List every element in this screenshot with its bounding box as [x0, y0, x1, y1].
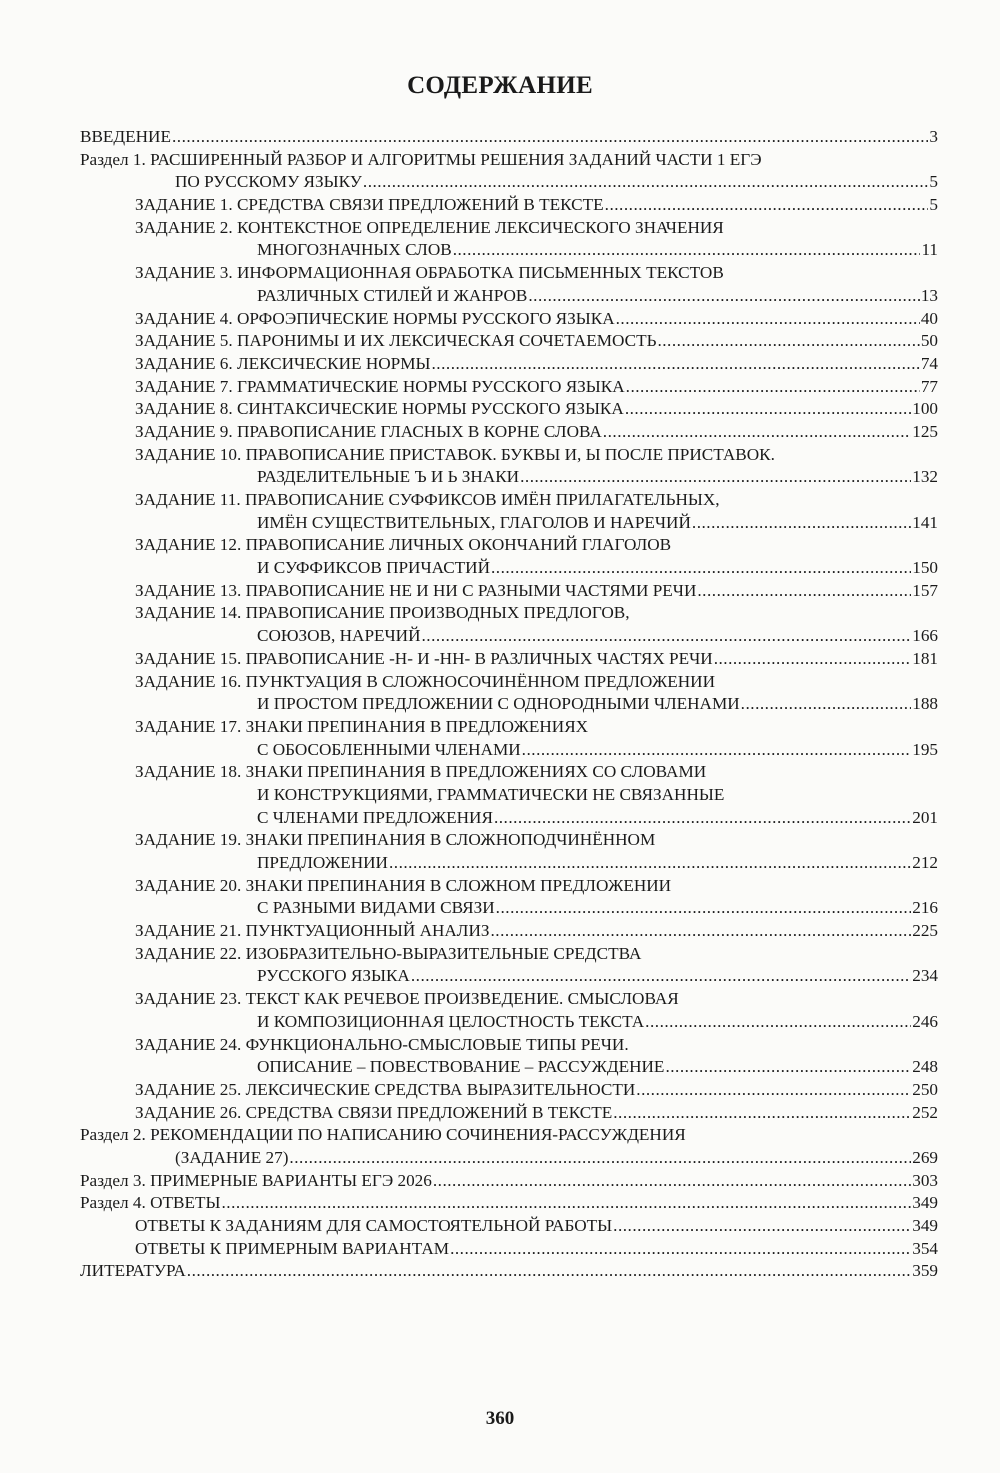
toc-entry-title	[135, 761, 707, 784]
toc-entry-page: 234	[912, 966, 938, 986]
toc-entry-text: ПУНКТУАЦИЯ В СЛОЖНОСОЧИНЁННОМ ПРЕДЛОЖЕНИИ	[245, 671, 716, 691]
toc-entry-text: МНОГОЗНАЧНЫХ СЛОВ	[257, 240, 452, 260]
toc-entry-page: 252	[912, 1102, 938, 1122]
toc-entry	[80, 171, 938, 194]
toc-entry-text: С ЧЛЕНАМИ ПРЕДЛОЖЕНИЯ	[257, 807, 493, 827]
toc-entry	[80, 1124, 938, 1147]
toc-entry	[80, 1079, 938, 1102]
dot-leader	[522, 739, 912, 762]
dot-leader	[491, 557, 911, 580]
toc-entry-page: 157	[912, 580, 938, 600]
toc-entry	[80, 1238, 938, 1261]
toc-entry-text: СРЕДСТВА СВЯЗИ ПРЕДЛОЖЕНИЙ В ТЕКСТЕ	[236, 195, 604, 215]
toc-entry	[80, 1215, 938, 1238]
toc-entry-page: 248	[912, 1057, 938, 1077]
dot-leader	[714, 648, 912, 671]
dot-leader	[636, 1079, 911, 1102]
toc-entry-title	[135, 308, 616, 331]
dot-leader	[422, 625, 912, 648]
page-title: СОДЕРЖАНИЕ	[407, 72, 593, 99]
toc-entry-page: 269	[912, 1147, 938, 1167]
toc-entry-text: И КОНСТРУКЦИЯМИ, ГРАММАТИЧЕСКИ НЕ СВЯЗАННЫЕ	[257, 784, 725, 804]
toc-entry-title	[80, 1192, 221, 1215]
toc-entry-text: ОПИСАНИЕ – ПОВЕСТВОВАНИЕ – РАССУЖДЕНИЕ	[257, 1057, 665, 1077]
toc-entry-page: 188	[912, 694, 938, 714]
toc-entry-text: ЛЕКСИЧЕСКИЕ НОРМЫ	[236, 353, 431, 373]
toc-entry	[80, 398, 938, 421]
toc-entry-title	[257, 1011, 645, 1034]
toc-entry	[80, 943, 938, 966]
toc-entry-title	[135, 580, 697, 603]
toc-entry-text: РАЗЛИЧНЫХ СТИЛЕЙ И ЖАНРОВ	[257, 285, 528, 305]
toc-entry-text: ИЗОБРАЗИТЕЛЬНО-ВЫРАЗИТЕЛЬНЫЕ СРЕДСТВА	[245, 943, 642, 963]
toc-entry-title	[135, 217, 725, 240]
dot-leader	[528, 285, 919, 308]
toc-entry-title	[257, 512, 692, 535]
toc-entry	[80, 1170, 938, 1193]
toc-entry	[80, 557, 938, 580]
toc-entry-page: 166	[912, 626, 938, 646]
toc-entry	[80, 262, 938, 285]
toc-entry-prefix: Раздел 1.	[80, 149, 151, 169]
toc-entry-prefix: ЗАДАНИЕ 5.	[135, 331, 237, 351]
toc-entry-page: 74	[920, 353, 938, 373]
toc-entry-title	[135, 602, 631, 625]
toc-entry-prefix: ЗАДАНИЕ 2.	[135, 217, 237, 237]
toc-entry-text: ЛЕКСИЧЕСКИЕ СРЕДСТВА ВЫРАЗИТЕЛЬНОСТИ	[245, 1079, 636, 1099]
toc-entry-title	[257, 693, 741, 716]
toc-entry	[80, 353, 938, 376]
toc-entry-text: С РАЗНЫМИ ВИДАМИ СВЯЗИ	[257, 898, 495, 918]
toc-entry-text: СРЕДСТВА СВЯЗИ ПРЕДЛОЖЕНИЙ В ТЕКСТЕ	[245, 1102, 613, 1122]
toc-entry-prefix: ЗАДАНИЕ 24.	[135, 1034, 246, 1054]
toc-entry-text: ПАРОНИМЫ И ИХ ЛЕКСИЧЕСКАЯ СОЧЕТАЕМОСТЬ	[236, 331, 657, 351]
toc-entry-text: ОТВЕТЫ К ЗАДАНИЯМ ДЛЯ САМОСТОЯТЕЛЬНОЙ РАБОТЫ	[135, 1216, 613, 1235]
dot-leader	[187, 1260, 911, 1283]
dot-leader	[625, 398, 911, 421]
toc-entry	[80, 421, 938, 444]
dot-leader	[494, 807, 911, 830]
dot-leader	[520, 466, 911, 489]
toc-entry-page: 216	[912, 898, 938, 918]
toc-entry-title	[135, 1215, 613, 1238]
dot-leader	[433, 1170, 911, 1193]
dot-leader	[613, 1215, 911, 1238]
toc-entry	[80, 739, 938, 762]
toc-entry	[80, 580, 938, 603]
toc-entry	[80, 534, 938, 557]
dot-leader	[491, 920, 912, 943]
toc-entry-text: С ОБОСОБЛЕННЫМИ ЧЛЕНАМИ	[257, 739, 521, 759]
dot-leader	[626, 376, 920, 399]
dot-leader	[411, 965, 911, 988]
toc-entry	[80, 466, 938, 489]
dot-leader	[692, 512, 911, 535]
toc-entry-text: ВВЕДЕНИЕ	[80, 127, 171, 146]
toc-entry-title	[135, 262, 725, 285]
toc-entry-prefix: ЗАДАНИЕ 11.	[135, 490, 245, 509]
toc-entry-title	[135, 875, 672, 898]
toc-entry-text: ГРАММАТИЧЕСКИЕ НОРМЫ РУССКОГО ЯЗЫКА	[236, 376, 625, 396]
toc-entry-text: ПРАВОПИСАНИЕ ПРИСТАВОК. БУКВЫ И, Ы ПОСЛЕ ПРИСТАВОК.	[245, 444, 775, 464]
dot-leader	[363, 171, 929, 194]
toc-entry	[80, 444, 938, 467]
toc-entry-title	[135, 1034, 630, 1057]
toc-entry-title	[135, 1238, 450, 1261]
dot-leader	[603, 421, 911, 444]
toc-entry-text: ПРАВОПИСАНИЕ СУФФИКСОВ ИМЁН ПРИЛАГАТЕЛЬНЫХ,	[244, 490, 720, 509]
toc-entry-prefix: ЗАДАНИЕ 23.	[135, 989, 246, 1009]
toc-entry-text: ПРЕДЛОЖЕНИИ	[257, 853, 388, 872]
toc-entry-page: 5	[929, 172, 938, 192]
toc-entry-text: (ЗАДАНИЕ 27)	[175, 1147, 289, 1167]
table-of-contents	[80, 126, 938, 1283]
toc-entry-page: 77	[920, 376, 938, 396]
toc-entry-page: 125	[912, 421, 938, 441]
dot-leader	[389, 852, 911, 875]
toc-entry	[80, 1147, 938, 1170]
toc-entry-prefix: ЗАДАНИЕ 14.	[135, 603, 246, 623]
toc-entry-title	[80, 1260, 187, 1283]
toc-entry	[80, 285, 938, 308]
toc-entry-page: 349	[912, 1216, 938, 1235]
dot-leader	[697, 580, 911, 603]
toc-entry-text: ПРАВОПИСАНИЕ НЕ И НИ С РАЗНЫМИ ЧАСТЯМИ РЕЧИ	[245, 580, 697, 600]
toc-entry-title	[257, 965, 411, 988]
toc-entry-page: 40	[920, 308, 938, 328]
dot-leader	[613, 1102, 911, 1125]
toc-entry	[80, 693, 938, 716]
toc-entry-page: 201	[912, 807, 938, 827]
toc-entry-title	[257, 852, 389, 875]
toc-entry-page: 349	[912, 1193, 938, 1213]
toc-entry-title	[135, 421, 603, 444]
toc-entry-text: ЗНАКИ ПРЕПИНАНИЯ В СЛОЖНОМ ПРЕДЛОЖЕНИИ	[245, 875, 672, 895]
toc-entry-text: ОТВЕТЫ	[150, 1193, 221, 1213]
toc-entry-page: 13	[920, 285, 938, 305]
toc-entry	[80, 671, 938, 694]
toc-entry-page: 141	[912, 512, 938, 532]
toc-entry	[80, 829, 938, 852]
toc-entry-text: ФУНКЦИОНАЛЬНО-СМЫСЛОВЫЕ ТИПЫ РЕЧИ.	[245, 1034, 629, 1054]
toc-entry-title	[257, 466, 520, 489]
toc-entry-title	[80, 1124, 687, 1147]
toc-entry-title	[135, 920, 491, 943]
toc-entry	[80, 852, 938, 875]
toc-entry	[80, 194, 938, 217]
toc-entry	[80, 149, 938, 172]
toc-entry	[80, 376, 938, 399]
toc-entry-page: 303	[912, 1170, 938, 1190]
toc-entry	[80, 126, 938, 149]
toc-entry-prefix: ЗАДАНИЕ 8.	[135, 399, 237, 419]
toc-entry-text: ТЕКСТ КАК РЕЧЕВОЕ ПРОИЗВЕДЕНИЕ. СМЫСЛОВАЯ	[245, 989, 679, 1009]
toc-entry	[80, 761, 938, 784]
toc-entry	[80, 897, 938, 920]
toc-entry-text: ПУНКТУАЦИОННЫЙ АНАЛИЗ	[245, 921, 490, 941]
toc-entry-text: СОЮЗОВ, НАРЕЧИЙ	[257, 626, 421, 646]
toc-entry-text: ПО РУССКОМУ ЯЗЫКУ	[175, 172, 362, 192]
toc-entry	[80, 1034, 938, 1057]
toc-entry	[80, 716, 938, 739]
toc-entry-prefix: ЗАДАНИЕ 22.	[135, 943, 246, 963]
toc-entry	[80, 1011, 938, 1034]
toc-entry-page: 150	[912, 558, 938, 578]
dot-leader	[616, 308, 920, 331]
dot-leader	[450, 1238, 911, 1261]
dot-leader	[453, 239, 921, 262]
toc-entry-text: КОНТЕКСТНОЕ ОПРЕДЕЛЕНИЕ ЛЕКСИЧЕСКОГО ЗНАЧЕНИЯ	[236, 217, 724, 237]
toc-entry-title	[257, 239, 453, 262]
toc-entry-title	[135, 444, 776, 467]
toc-entry-prefix: ЗАДАНИЕ 19.	[135, 830, 246, 850]
toc-entry-page: 181	[912, 648, 938, 668]
toc-entry-page: 50	[920, 331, 938, 351]
toc-entry-text: ПРАВОПИСАНИЕ -Н- И -НН- В РАЗЛИЧНЫХ ЧАСТЯХ РЕЧИ	[245, 648, 713, 668]
toc-entry	[80, 1260, 938, 1283]
dot-leader	[496, 897, 912, 920]
toc-entry-title	[135, 716, 589, 739]
toc-entry	[80, 648, 938, 671]
toc-entry	[80, 330, 938, 353]
toc-entry-page: 246	[912, 1011, 938, 1031]
toc-entry-prefix: ЗАДАНИЕ 17.	[135, 716, 246, 736]
toc-entry-title	[257, 739, 522, 762]
toc-entry-page: 3	[929, 127, 938, 146]
toc-entry	[80, 920, 938, 943]
toc-entry-prefix: ЗАДАНИЕ 13.	[135, 580, 246, 600]
toc-entry-prefix: Раздел 3.	[80, 1170, 151, 1190]
dot-leader	[741, 693, 912, 716]
toc-entry	[80, 1056, 938, 1079]
toc-entry-prefix: ЗАДАНИЕ 9.	[135, 421, 237, 441]
toc-entry-text: РУССКОГО ЯЗЫКА	[257, 966, 410, 986]
toc-entry-page: 250	[912, 1079, 938, 1099]
toc-entry	[80, 965, 938, 988]
dot-leader	[605, 194, 929, 217]
toc-entry-prefix: ЗАДАНИЕ 10.	[135, 444, 246, 464]
toc-entry-title	[175, 1147, 289, 1170]
toc-entry	[80, 807, 938, 830]
toc-entry-text: ПРАВОПИСАНИЕ ГЛАСНЫХ В КОРНЕ СЛОВА	[236, 421, 602, 441]
dot-leader	[172, 126, 928, 149]
dot-leader	[289, 1147, 911, 1170]
toc-entry-title	[135, 988, 680, 1011]
toc-entry	[80, 308, 938, 331]
toc-entry-prefix: ЗАДАНИЕ 7.	[135, 376, 237, 396]
toc-entry-page: 5	[929, 195, 938, 215]
toc-entry-title	[135, 489, 721, 512]
toc-entry-prefix: Раздел 2.	[80, 1125, 151, 1145]
page-number: 360	[485, 1408, 515, 1429]
toc-entry-prefix: ЗАДАНИЕ 25.	[135, 1079, 246, 1099]
toc-entry	[80, 489, 938, 512]
toc-entry-title	[135, 1102, 613, 1125]
toc-entry	[80, 988, 938, 1011]
dot-leader	[432, 353, 920, 376]
toc-entry-prefix: ЗАДАНИЕ 26.	[135, 1102, 246, 1122]
toc-entry-title	[135, 330, 657, 353]
toc-entry-text: ИНФОРМАЦИОННАЯ ОБРАБОТКА ПИСЬМЕННЫХ ТЕКСТОВ	[236, 263, 724, 283]
toc-entry-prefix: ЗАДАНИЕ 4.	[135, 308, 237, 328]
toc-entry-text: ИМЁН СУЩЕСТВИТЕЛЬНЫХ, ГЛАГОЛОВ И НАРЕЧИЙ	[257, 512, 691, 532]
toc-entry-page: 354	[912, 1238, 938, 1258]
dot-leader	[657, 330, 919, 353]
dot-leader	[645, 1011, 911, 1034]
toc-entry-text: СИНТАКСИЧЕСКИЕ НОРМЫ РУССКОГО ЯЗЫКА	[236, 399, 624, 419]
dot-leader	[221, 1192, 911, 1215]
toc-entry-text: И КОМПОЗИЦИОННАЯ ЦЕЛОСТНОСТЬ ТЕКСТА	[257, 1011, 645, 1031]
toc-entry-text: РЕКОМЕНДАЦИИ ПО НАПИСАНИЮ СОЧИНЕНИЯ-РАССУЖДЕНИЯ	[150, 1125, 686, 1145]
toc-entry-prefix: ЗАДАНИЕ 18.	[135, 762, 246, 782]
toc-entry-title	[257, 285, 528, 308]
toc-entry-title	[257, 897, 496, 920]
dot-leader	[665, 1056, 911, 1079]
toc-entry-text: РАСШИРЕННЫЙ РАЗБОР И АЛГОРИТМЫ РЕШЕНИЯ ЗАДАНИЙ ЧАСТИ 1 ЕГЭ	[150, 149, 762, 169]
toc-entry-prefix: Раздел 4.	[80, 1193, 151, 1213]
toc-entry	[80, 875, 938, 898]
toc-entry-title	[135, 398, 625, 421]
toc-entry-title	[135, 353, 432, 376]
toc-entry	[80, 217, 938, 240]
toc-entry-page: 100	[912, 399, 938, 419]
toc-entry-prefix: ЗАДАНИЕ 3.	[135, 263, 237, 283]
toc-entry	[80, 625, 938, 648]
toc-entry-page: 195	[912, 739, 938, 759]
toc-entry-title	[257, 557, 491, 580]
toc-entry-title	[257, 807, 494, 830]
toc-entry-page: 11	[921, 240, 938, 260]
toc-entry	[80, 602, 938, 625]
toc-entry-text: ЗНАКИ ПРЕПИНАНИЯ В ПРЕДЛОЖЕНИЯХ СО СЛОВАМИ	[245, 762, 707, 782]
toc-entry-text: ЛИТЕРАТУРА	[80, 1261, 186, 1281]
toc-entry-text: ОРФОЭПИЧЕСКИЕ НОРМЫ РУССКОГО ЯЗЫКА	[236, 308, 615, 328]
toc-entry	[80, 512, 938, 535]
toc-entry-page: 212	[912, 853, 938, 872]
toc-entry-title	[135, 376, 626, 399]
toc-entry-prefix: ЗАДАНИЕ 1.	[135, 195, 237, 215]
toc-entry-title	[80, 1170, 433, 1193]
toc-entry-prefix: ЗАДАНИЕ 6.	[135, 353, 237, 373]
toc-entry-page: 225	[912, 921, 938, 941]
toc-entry-title	[257, 625, 422, 648]
toc-entry	[80, 1102, 938, 1125]
toc-entry-title	[135, 534, 672, 557]
toc-entry-text: И ПРОСТОМ ПРЕДЛОЖЕНИИ С ОДНОРОДНЫМИ ЧЛЕНАМИ	[257, 694, 740, 714]
toc-entry-prefix: ЗАДАНИЕ 20.	[135, 875, 246, 895]
toc-entry-title	[135, 671, 716, 694]
toc-entry-text: ЗНАКИ ПРЕПИНАНИЯ В ПРЕДЛОЖЕНИЯХ	[245, 716, 589, 736]
toc-entry-text: ОТВЕТЫ К ПРИМЕРНЫМ ВАРИАНТАМ	[135, 1238, 450, 1258]
toc-entry-text: И СУФФИКСОВ ПРИЧАСТИЙ	[257, 558, 490, 578]
toc-entry-title	[175, 171, 363, 194]
toc-entry-text: ПРИМЕРНЫЕ ВАРИАНТЫ ЕГЭ 2026	[150, 1170, 432, 1190]
toc-entry-page: 359	[912, 1261, 938, 1281]
toc-entry	[80, 239, 938, 262]
toc-entry	[80, 1192, 938, 1215]
toc-entry-title	[257, 1056, 665, 1079]
toc-entry-text: ЗНАКИ ПРЕПИНАНИЯ В СЛОЖНОПОДЧИНЁННОМ	[245, 830, 656, 850]
toc-entry-title	[135, 1079, 636, 1102]
toc-entry-text: ПРАВОПИСАНИЕ ЛИЧНЫХ ОКОНЧАНИЙ ГЛАГОЛОВ	[245, 535, 672, 555]
toc-entry-prefix: ЗАДАНИЕ 15.	[135, 648, 246, 668]
toc-entry-text: РАЗДЕЛИТЕЛЬНЫЕ Ъ И Ь ЗНАКИ	[257, 467, 520, 487]
toc-entry-title	[135, 648, 714, 671]
toc-entry-title	[80, 149, 763, 172]
toc-entry-page: 132	[912, 467, 938, 487]
toc-entry-title	[257, 784, 725, 807]
toc-entry	[80, 784, 938, 807]
toc-entry-title	[80, 126, 172, 149]
toc-entry-title	[135, 194, 605, 217]
toc-entry-prefix: ЗАДАНИЕ 16.	[135, 671, 246, 691]
toc-entry-title	[135, 829, 656, 852]
toc-entry-prefix: ЗАДАНИЕ 12.	[135, 535, 246, 555]
toc-entry-title	[135, 943, 642, 966]
toc-entry-text: ПРАВОПИСАНИЕ ПРОИЗВОДНЫХ ПРЕДЛОГОВ,	[245, 603, 630, 623]
toc-entry-prefix: ЗАДАНИЕ 21.	[135, 921, 246, 941]
